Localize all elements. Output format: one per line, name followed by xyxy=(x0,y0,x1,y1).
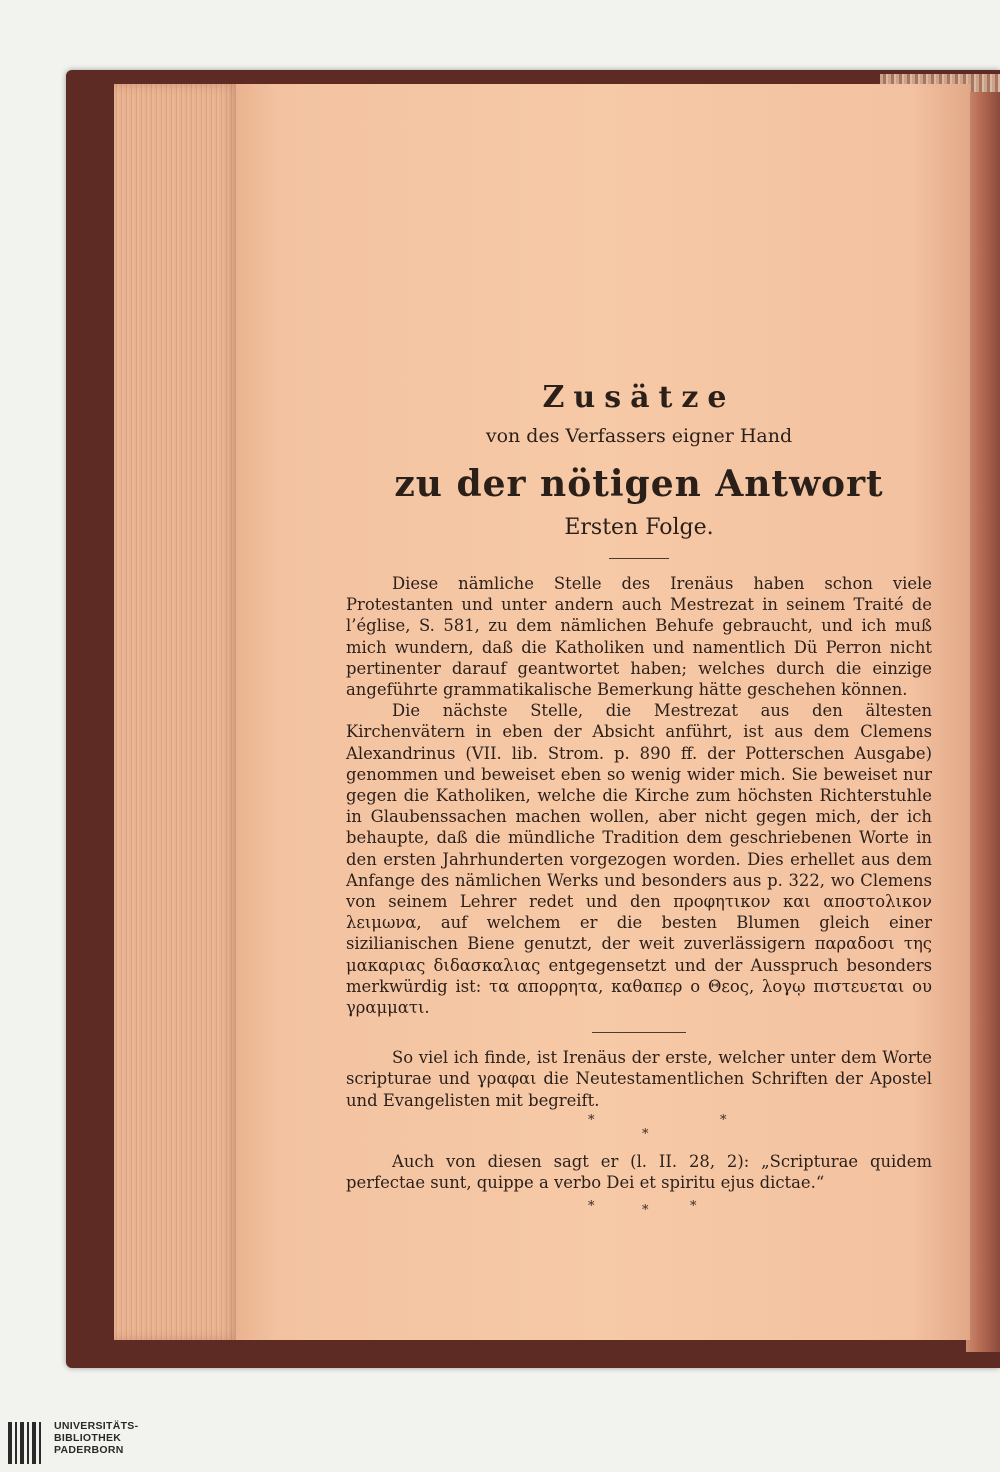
star: * xyxy=(720,1112,727,1128)
section-subtitle-2: Ersten Folge. xyxy=(564,515,714,540)
star: * xyxy=(588,1112,595,1128)
star: * xyxy=(642,1203,649,1219)
star: * xyxy=(690,1199,697,1215)
logo-line-3: PADERBORN xyxy=(54,1444,124,1456)
book-right-edge xyxy=(966,92,1000,1352)
library-logo xyxy=(8,1420,148,1464)
star: * xyxy=(588,1199,595,1215)
paragraph-1: Diese nämliche Stelle des Irenäus haben schon viele Protestanten und unter andern auch Mestrezat in seinem Traité de l’église, S. 581, zu dem nämlichen Behufe gebraucht, und ich muß mich wundern, daß die Katholiken und namentlich Dü Perron nicht pertinenter darauf geantwortet haben; welches durch die einzige angeführte grammatikalische Bemerkung hätte geschehen können. xyxy=(346,574,932,700)
divider-long xyxy=(592,1032,686,1033)
page-content xyxy=(346,380,932,1219)
page-stack-edge xyxy=(114,84,238,1340)
star-separator-1 xyxy=(346,1111,932,1131)
library-logo-icon xyxy=(8,1422,54,1464)
library-logo-text xyxy=(54,1420,138,1456)
star: * xyxy=(642,1126,649,1142)
paragraph-3: So viel ich finde, ist Irenäus der erste, welcher unter dem Worte scripturae und γραφαι die Neutestamentlichen Schriften der Apostel und Evangelisten mit begreift. xyxy=(346,1048,932,1110)
logo-line-2: BIBLIOTHEK xyxy=(54,1432,122,1444)
paragraph-2: Die nächste Stelle, die Mestrezat aus den ältesten Kirchenvätern in eben der Absicht anführt, ist aus dem Clemens Alexandrinus (VII. lib. Strom. p. 890 ff. der Potterschen Ausgabe) genommen und beweiset eben so wenig wider mich. Sie beweiset nur gegen die Katholiken, welche die Kirche zum höchsten Richterstuhle in Glaubenssachen machen wollen, aber nicht gegen mich, der ich behaupte, daß die mündliche Tradition dem geschriebenen Worte in den ersten Jahrhunderten vorgezogen worden. Dies erhellet aus dem Anfange des nämlichen Werks und besonders aus p. 322, wo Clemens von seinem Lehrer redet und den προφητικον και αποστολικον λειμωνα, auf welchem er die besten Blumen gleich einer sizilianischen Biene genutzt, der weit zuverlässigern παραδοσι της μακαριας διδασκαλιας entgegensetzt und der Ausspruch besonders merkwürdig ist: τα απορρητα, καθαπερ ο Θεος, λογῳ πιστευεται ου γραμματι. xyxy=(346,701,932,1018)
divider-short xyxy=(609,558,669,559)
paragraph-4: Auch von diesen sagt er (l. II. 28, 2): „Scripturae quidem perfectae sunt, quippe a verbo Dei et spiritu ejus dictae.“ xyxy=(346,1151,932,1193)
section-subtitle: von des Verfassers eigner Hand xyxy=(485,425,793,447)
logo-line-1: UNIVERSITÄTS- xyxy=(54,1420,139,1432)
main-title: zu der nötigen Antwort xyxy=(394,463,884,505)
star-separator-3 xyxy=(346,1199,932,1219)
section-title: Zusätze xyxy=(542,380,736,415)
star-separator-2 xyxy=(346,1126,932,1151)
